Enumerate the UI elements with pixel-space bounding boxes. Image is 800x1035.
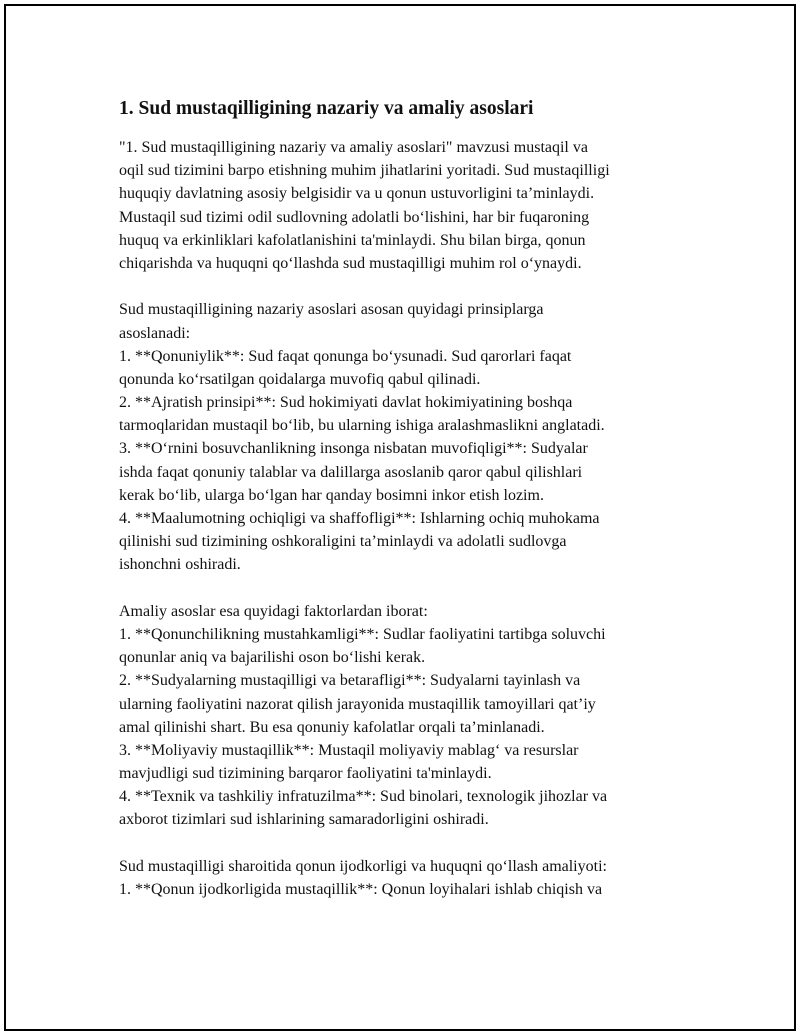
text-line: "1. Sud mustaqilligining nazariy va amaliy asoslari" mavzusi mustaqil va (119, 139, 588, 156)
text-line: asoslanadi: (119, 324, 191, 342)
document-body (119, 96, 699, 901)
page-frame (4, 4, 796, 1031)
text-line: kerak bo‘lib, ularga bo‘lgan har qanday bosimni inkor etish lozim. (119, 486, 544, 504)
paragraph-gap (119, 577, 699, 600)
text-line: ishonchni oshiradi. (119, 556, 241, 574)
text-line: tarmoqlaridan mustaqil bo‘lib, bu ularning ishiga aralashmaslikni anglatadi. (119, 417, 605, 435)
text-line: Amaliy asoslar esa quyidagi faktorlardan iborat: (119, 602, 428, 620)
text-line: chiqarishda va huquqni qo‘llashda sud mustaqilligi muhim rol o‘ynaydi. (119, 254, 582, 272)
text-line: qonunda ko‘rsatilgan qoidalarga muvofiq qabul qilinadi. (119, 370, 481, 388)
text-line: ishda faqat qonuniy talablar va dalillarga asoslanib qaror qabul qilishlari (119, 463, 583, 481)
text-line: Sud mustaqilligining nazariy asoslari asosan quyidagi prinsiplarga (119, 301, 544, 319)
text-line: amal qilinishi shart. Bu esa qonuniy kafolatlar orqali ta’minlanadi. (119, 718, 545, 736)
text-line: 3. **O‘rnini bosuvchanlikning insonga nisbatan muvofiqligi**: Sudyalar (119, 440, 588, 458)
text-line: axborot tizimlari sud ishlarining samaradorligini oshiradi. (119, 811, 489, 829)
text-line: qonunlar aniq va bajarilishi oson bo‘lishi kerak. (119, 649, 426, 667)
document-text (119, 136, 699, 901)
paragraph-gap (119, 832, 699, 855)
text-line: 1. **Qonunchilikning mustahkamligi**: Sudlar faoliyatini tartibga soluvchi (119, 625, 606, 643)
text-line: 1. **Qonuniylik**: Sud faqat qonunga bo‘ysunadi. Sud qarorlari faqat (119, 347, 572, 365)
text-line: Sud mustaqilligi sharoitida qonun ijodkorligi va huquqni qo‘llash amaliyoti: (119, 857, 607, 875)
text-line: mavjudligi sud tizimining barqaror faoliyatini ta'minlaydi. (119, 765, 492, 783)
text-line: huquqiy davlatning asosiy belgisidir va u qonun ustuvorligini ta’minlaydi. (119, 185, 595, 203)
text-line: 4. **Maalumotning ochiqligi va shaffofligi**: Ishlarning ochiq muhokama (119, 510, 600, 527)
text-line: 2. **Sudyalarning mustaqilligi va betarafligi**: Sudyalarni tayinlash va (119, 672, 581, 690)
text-line: oqil sud tizimini barpo etishning muhim jihatlarini yoritadi. Sud mustaqilligi (119, 162, 610, 180)
document-title: 1. Sud mustaqilligining nazariy va amaliy asoslari (119, 98, 534, 119)
text-line: 4. **Texnik va tashkiliy infratuzilma**: Sud binolari, texnologik jihozlar va (119, 788, 608, 806)
text-line: huquq va erkinliklari kafolatlanishini ta'minlaydi. Shu bilan birga, qonun (119, 231, 586, 249)
text-line: 3. **Moliyaviy mustaqillik**: Mustaqil moliyaviy mablag‘ va resurslar (119, 741, 579, 759)
text-line: 2. **Ajratish prinsipi**: Sud hokimiyati davlat hokimiyatining boshqa (119, 394, 573, 412)
paragraph-gap (119, 275, 699, 298)
text-line: 1. **Qonun ijodkorligida mustaqillik**: Qonun loyihalari ishlab chiqish va (119, 881, 603, 898)
text-line: Mustaqil sud tizimi odil sudlovning adolatli bo‘lishini, har bir fuqaroning (119, 208, 590, 226)
text-line: ularning faoliyatini nazorat qilish jarayonida mustaqillik tamoyillari qat’iy (119, 695, 596, 713)
text-line: qilinishi sud tizimining oshkoraligini ta’minlaydi va adolatli sudlovga (119, 533, 567, 551)
